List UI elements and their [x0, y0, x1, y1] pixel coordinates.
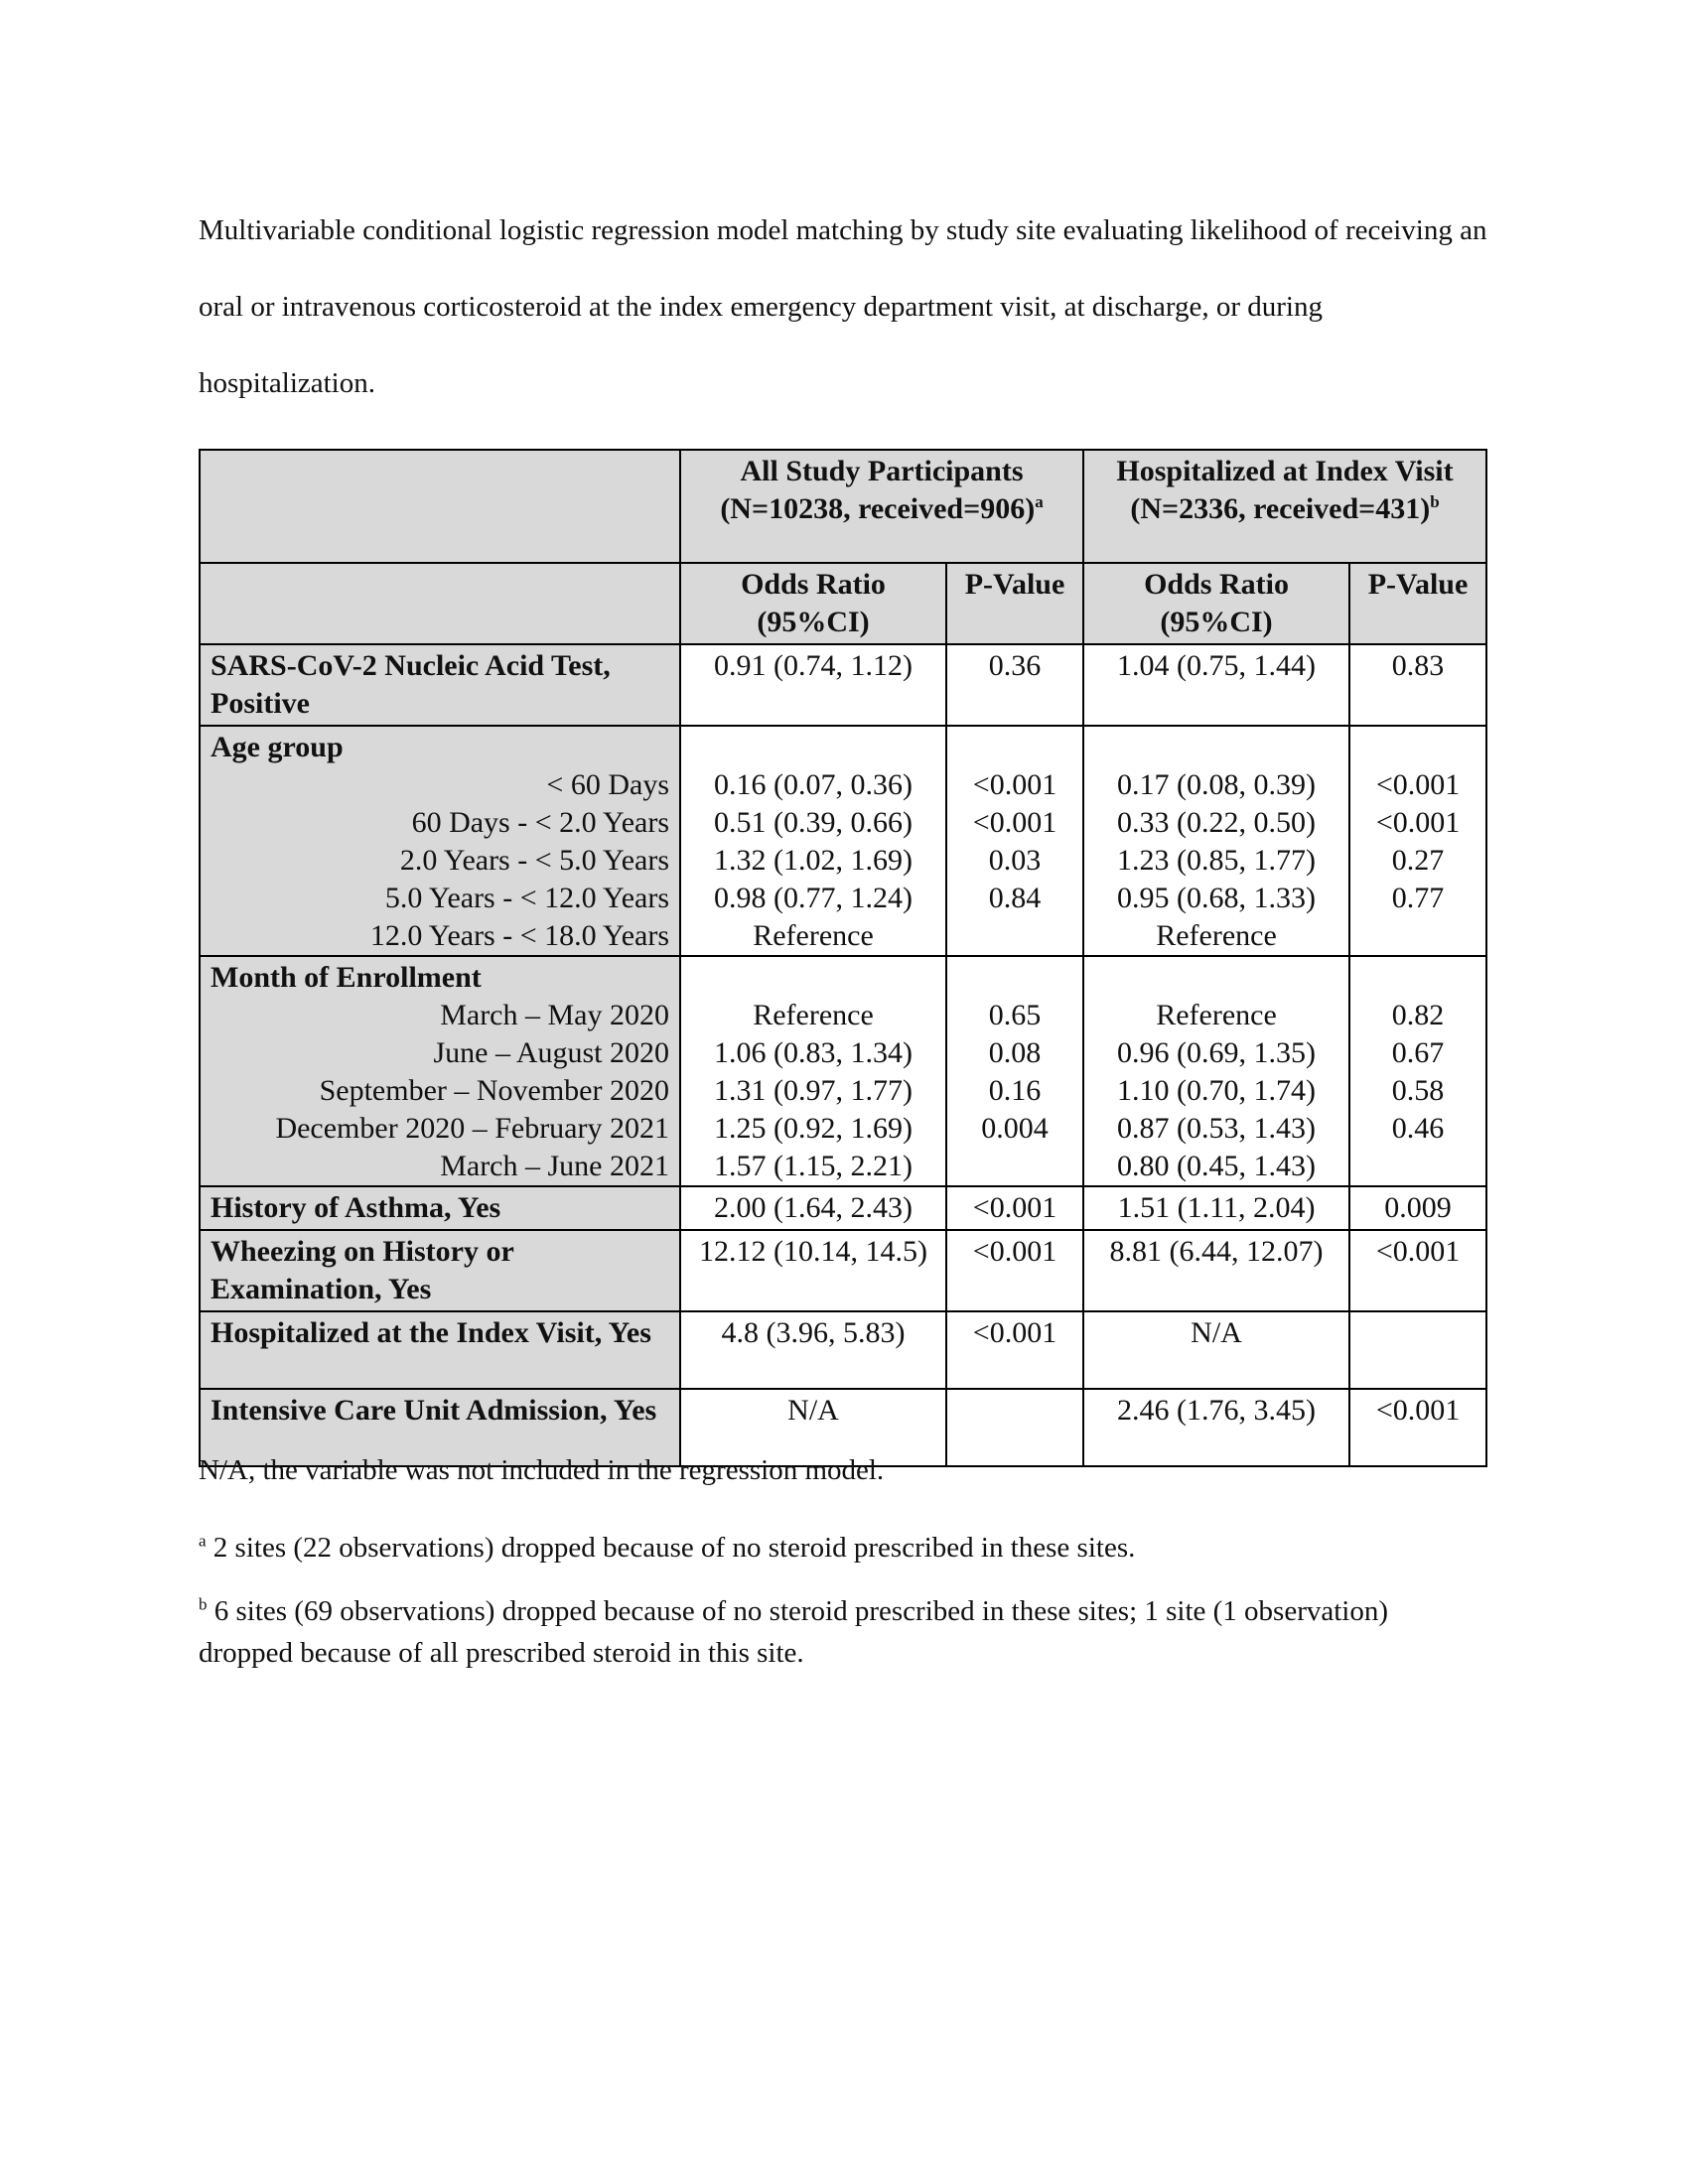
p-value: <0.001	[1375, 768, 1461, 801]
table-row	[200, 1311, 1486, 1389]
odds-cell: 2.00 (1.64, 2.43)	[680, 1186, 946, 1230]
p-cell: 0.83	[1349, 644, 1486, 726]
p-cell: <0.001	[946, 1311, 1083, 1389]
odds-cell: 8.81 (6.44, 12.07)	[1083, 1230, 1349, 1311]
footnote-a	[199, 1527, 1489, 1569]
p-value: 0.58	[1391, 1074, 1445, 1107]
row-label: Intensive Care Unit Admission, Yes	[200, 1389, 680, 1466]
odds-cell: 2.46 (1.76, 3.45)	[1083, 1389, 1349, 1466]
odds-value: 0.17 (0.08, 0.39)	[1117, 768, 1316, 801]
odds-cell	[680, 956, 946, 1186]
footnote-b	[199, 1590, 1489, 1674]
sub-label: June – August 2020	[433, 1036, 669, 1069]
odds-cell	[1083, 956, 1349, 1186]
footnote-mark: b	[1430, 492, 1440, 511]
group-subtitle: (N=10238, received=906)	[720, 492, 1036, 525]
p-cell: <0.001	[1349, 1230, 1486, 1311]
odds-value: 0.51 (0.39, 0.66)	[714, 806, 913, 839]
row-label: History of Asthma, Yes	[200, 1186, 680, 1230]
odds-cell: 1.51 (1.11, 2.04)	[1083, 1186, 1349, 1230]
footnote-text: 6 sites (69 observations) dropped because of no steroid prescribed in these sites; 1 site (1 observation) dropped because of all prescribed steroid in this site.	[199, 1595, 1389, 1669]
sub-label: < 60 Days	[546, 768, 669, 801]
odds-cell	[680, 726, 946, 956]
group-header-row	[200, 450, 1486, 563]
odds-value: 1.25 (0.92, 1.69)	[714, 1112, 913, 1145]
odds-value: 0.96 (0.69, 1.35)	[1117, 1036, 1316, 1069]
odds-value: 0.95 (0.68, 1.33)	[1117, 882, 1316, 914]
p-value: <0.001	[1375, 806, 1461, 839]
odds-cell: 0.91 (0.74, 1.12)	[680, 644, 946, 726]
odds-cell	[1083, 726, 1349, 956]
group-title: Hospitalized at Index Visit	[1116, 455, 1454, 487]
odds-value: Reference	[1156, 919, 1277, 952]
p-value: 0.46	[1391, 1112, 1445, 1145]
row-label: SARS-CoV-2 Nucleic Acid Test, Positive	[200, 644, 680, 726]
odds-value: 1.31 (0.97, 1.77)	[714, 1074, 913, 1107]
table-caption: Multivariable conditional logistic regression model matching by study site evaluating likelihood of receiving an oral or intravenous corticosteroid at the index emergency department visit, at discharge, or during hospitalization.	[199, 214, 1487, 399]
row-label: Wheezing on History or Examination, Yes	[200, 1230, 680, 1311]
p-value: 0.77	[1391, 882, 1445, 914]
p-cell: 0.36	[946, 644, 1083, 726]
odds-value: 0.16 (0.07, 0.36)	[714, 768, 913, 801]
odds-value: 0.33 (0.22, 0.50)	[1117, 806, 1316, 839]
section-label: Month of Enrollment	[211, 961, 482, 994]
p-value: 0.82	[1391, 999, 1445, 1031]
p-cell	[1349, 726, 1486, 956]
row-label: Hospitalized at the Index Visit, Yes	[200, 1311, 680, 1389]
p-value: 0.004	[981, 1112, 1049, 1145]
odds-value: 1.23 (0.85, 1.77)	[1117, 844, 1316, 877]
empty-header-cell	[200, 563, 680, 644]
footnote-mark: b	[199, 1594, 208, 1614]
odds-value: 1.10 (0.70, 1.74)	[1117, 1074, 1316, 1107]
column-header-row	[200, 563, 1486, 644]
p-value: 0.27	[1391, 844, 1445, 877]
p-value: 0.84	[988, 882, 1042, 914]
odds-value: 0.98 (0.77, 1.24)	[714, 882, 913, 914]
odds-value: 0.87 (0.53, 1.43)	[1117, 1112, 1316, 1145]
p-cell	[1349, 1311, 1486, 1389]
odds-value: Reference	[753, 919, 874, 952]
group-subtitle: (N=2336, received=431)	[1130, 492, 1431, 525]
table-row	[200, 726, 1486, 956]
p-cell	[946, 956, 1083, 1186]
odds-cell: N/A	[1083, 1311, 1349, 1389]
group-title: All Study Participants	[740, 455, 1024, 487]
odds-cell: 1.04 (0.75, 1.44)	[1083, 644, 1349, 726]
p-cell: <0.001	[1349, 1389, 1486, 1466]
odds-cell: N/A	[680, 1389, 946, 1466]
section-label: Age group	[211, 731, 344, 763]
odds-value: Reference	[1156, 999, 1277, 1031]
odds-cell: 12.12 (10.14, 14.5)	[680, 1230, 946, 1311]
p-cell: <0.001	[946, 1230, 1083, 1311]
odds-value: 1.57 (1.15, 2.21)	[714, 1150, 913, 1182]
p-value: <0.001	[972, 768, 1057, 801]
odds-cell: 4.8 (3.96, 5.83)	[680, 1311, 946, 1389]
col-header-p: P-Value	[946, 563, 1083, 644]
footnote-text: 2 sites (22 observations) dropped because of no steroid prescribed in these sites.	[212, 1532, 1136, 1564]
table-row	[200, 1230, 1486, 1311]
sub-label: December 2020 – February 2021	[275, 1112, 669, 1145]
p-value: 0.08	[988, 1036, 1042, 1069]
p-cell: 0.009	[1349, 1186, 1486, 1230]
p-value: 0.03	[988, 844, 1042, 877]
odds-value: 1.32 (1.02, 1.69)	[714, 844, 913, 877]
na-note: N/A, the variable was not included in the regression model.	[199, 1454, 885, 1486]
col-header-odds: Odds Ratio (95%CI)	[1083, 563, 1349, 644]
p-value: 0.16	[988, 1074, 1042, 1107]
empty-header-cell	[200, 450, 680, 563]
sub-label: March – June 2021	[440, 1150, 669, 1182]
odds-value: Reference	[753, 999, 874, 1031]
p-cell	[946, 726, 1083, 956]
odds-value: 0.80 (0.45, 1.43)	[1117, 1150, 1316, 1182]
footnote-mark: a	[1035, 492, 1044, 511]
odds-value: 1.06 (0.83, 1.34)	[714, 1036, 913, 1069]
col-header-odds: Odds Ratio (95%CI)	[680, 563, 946, 644]
p-value: 0.65	[988, 999, 1042, 1031]
footnote-mark: a	[199, 1531, 207, 1551]
table-row	[200, 956, 1486, 1186]
all-participants-header	[680, 450, 1083, 563]
regression-table	[199, 449, 1487, 1467]
sub-label: March – May 2020	[440, 999, 669, 1031]
age-group-labels	[200, 726, 680, 956]
sub-label: September – November 2020	[319, 1074, 669, 1107]
table-row	[200, 1186, 1486, 1230]
sub-label: 5.0 Years - < 12.0 Years	[384, 882, 669, 914]
p-value: <0.001	[972, 806, 1057, 839]
hospitalized-header	[1083, 450, 1486, 563]
table-row	[200, 644, 1486, 726]
col-header-p: P-Value	[1349, 563, 1486, 644]
sub-label: 12.0 Years - < 18.0 Years	[369, 919, 669, 952]
month-enrollment-labels	[200, 956, 680, 1186]
sub-label: 60 Days - < 2.0 Years	[411, 806, 669, 839]
p-cell: <0.001	[946, 1186, 1083, 1230]
sub-label: 2.0 Years - < 5.0 Years	[399, 844, 669, 877]
p-cell	[1349, 956, 1486, 1186]
p-value: 0.67	[1391, 1036, 1445, 1069]
